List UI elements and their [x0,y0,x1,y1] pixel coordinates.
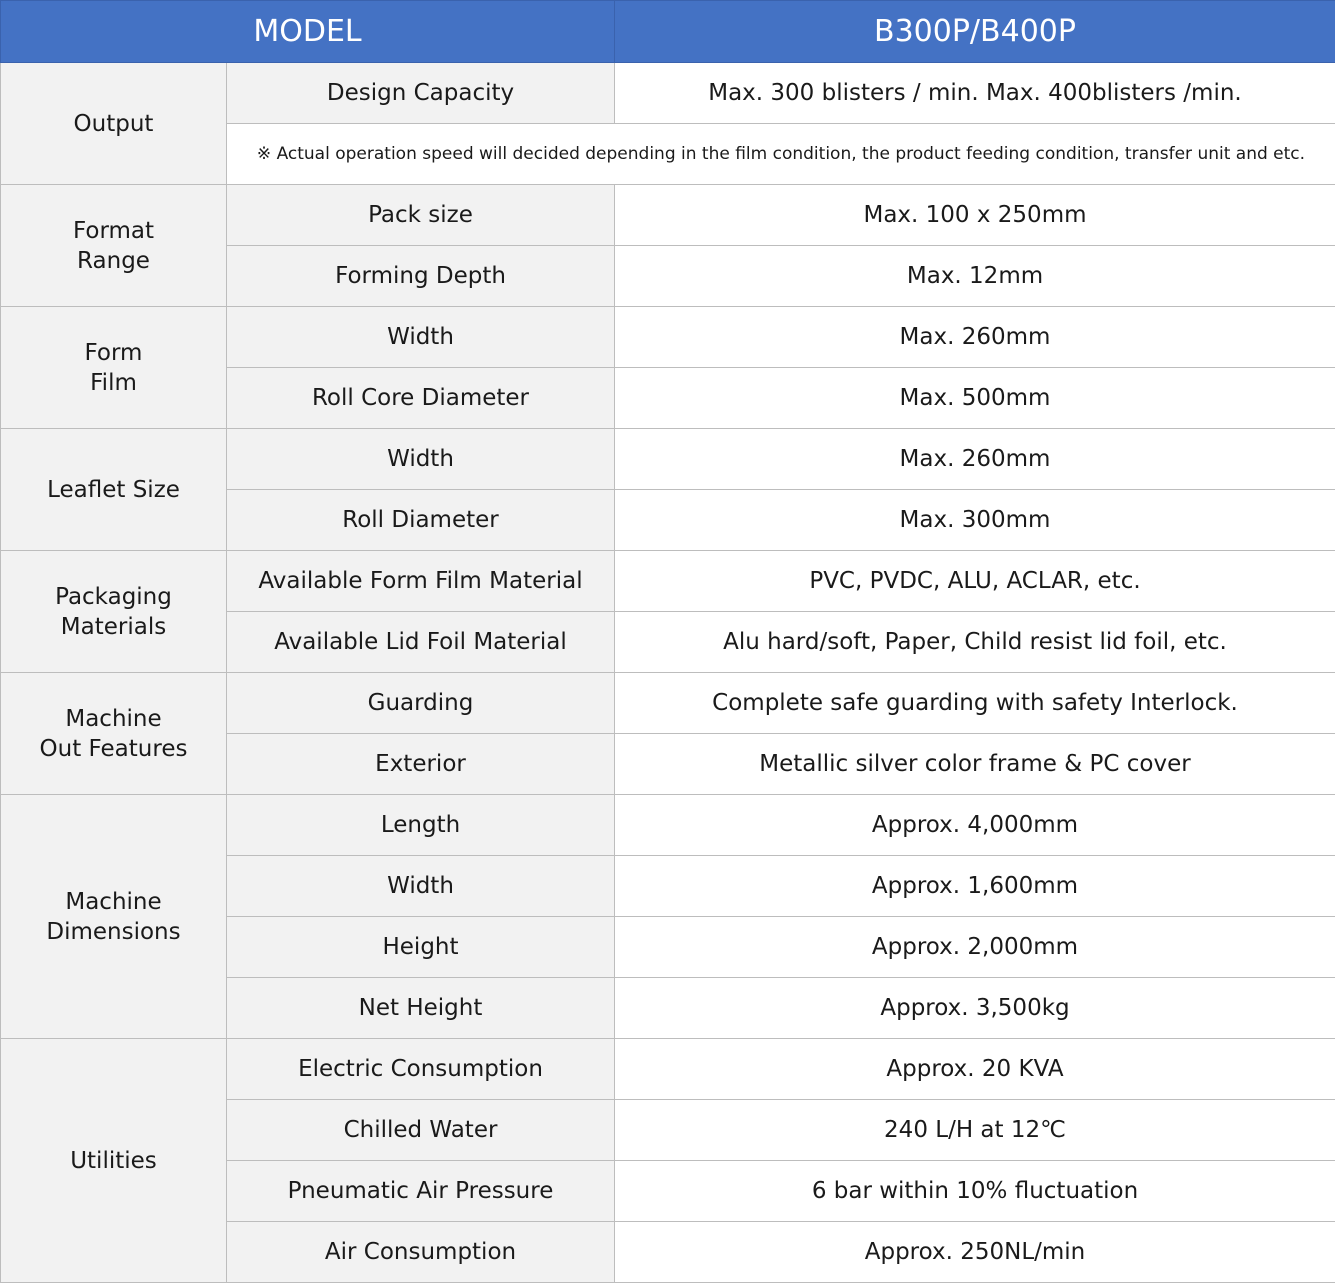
table-row [1,673,1335,734]
table-row [1,551,1335,612]
item-value: Max. 300mm [615,490,1335,551]
item-label: Width [227,307,615,368]
category-format-range: Format Range [1,185,227,307]
item-value: Metallic silver color frame & PC cover [615,734,1335,795]
item-label: Width [227,856,615,917]
item-label: Width [227,429,615,490]
item-label: Height [227,917,615,978]
item-label: Design Capacity [227,63,615,124]
item-value: 240 L/H at 12℃ [615,1100,1335,1161]
item-label: Available Lid Foil Material [227,612,615,673]
table-row [1,795,1335,856]
table-row [1,1039,1335,1100]
item-label: Net Height [227,978,615,1039]
item-label: Length [227,795,615,856]
model-label: MODEL [1,1,615,63]
item-value: Max. 260mm [615,307,1335,368]
item-label: Exterior [227,734,615,795]
output-note: ※ Actual operation speed will decided depending in the film condition, the product feeding condition, transfer unit and etc. [227,124,1335,185]
category-leaflet-size: Leaflet Size [1,429,227,551]
item-label: Available Form Film Material [227,551,615,612]
item-value: 6 bar within 10% fluctuation [615,1161,1335,1222]
item-label: Roll Diameter [227,490,615,551]
item-value: Approx. 20 KVA [615,1039,1335,1100]
item-label: Pack size [227,185,615,246]
table-row [1,63,1335,124]
item-label: Forming Depth [227,246,615,307]
item-value: Approx. 250NL/min [615,1222,1335,1283]
item-value: Max. 300 blisters / min. Max. 400blisters /min. [615,63,1335,124]
item-value: Complete safe guarding with safety Interlock. [615,673,1335,734]
item-value: Approx. 1,600mm [615,856,1335,917]
item-label: Electric Consumption [227,1039,615,1100]
category-output: Output [1,63,227,185]
category-machine-out-features: Machine Out Features [1,673,227,795]
header-row [1,1,1335,63]
category-machine-dimensions: Machine Dimensions [1,795,227,1039]
model-value: B300P/B400P [615,1,1335,63]
item-value: Max. 12mm [615,246,1335,307]
category-form-film: Form Film [1,307,227,429]
table-row [1,185,1335,246]
item-label: Roll Core Diameter [227,368,615,429]
item-value: Max. 100 x 250mm [615,185,1335,246]
item-value: Max. 500mm [615,368,1335,429]
item-value: PVC, PVDC, ALU, ACLAR, etc. [615,551,1335,612]
item-value: Approx. 4,000mm [615,795,1335,856]
item-label: Pneumatic Air Pressure [227,1161,615,1222]
item-label: Air Consumption [227,1222,615,1283]
table-row [1,429,1335,490]
item-value: Approx. 2,000mm [615,917,1335,978]
item-value: Approx. 3,500kg [615,978,1335,1039]
category-utilities: Utilities [1,1039,227,1283]
category-packaging-materials: Packaging Materials [1,551,227,673]
item-label: Guarding [227,673,615,734]
item-value: Max. 260mm [615,429,1335,490]
table-row [1,307,1335,368]
item-value: Alu hard/soft, Paper, Child resist lid foil, etc. [615,612,1335,673]
item-label: Chilled Water [227,1100,615,1161]
